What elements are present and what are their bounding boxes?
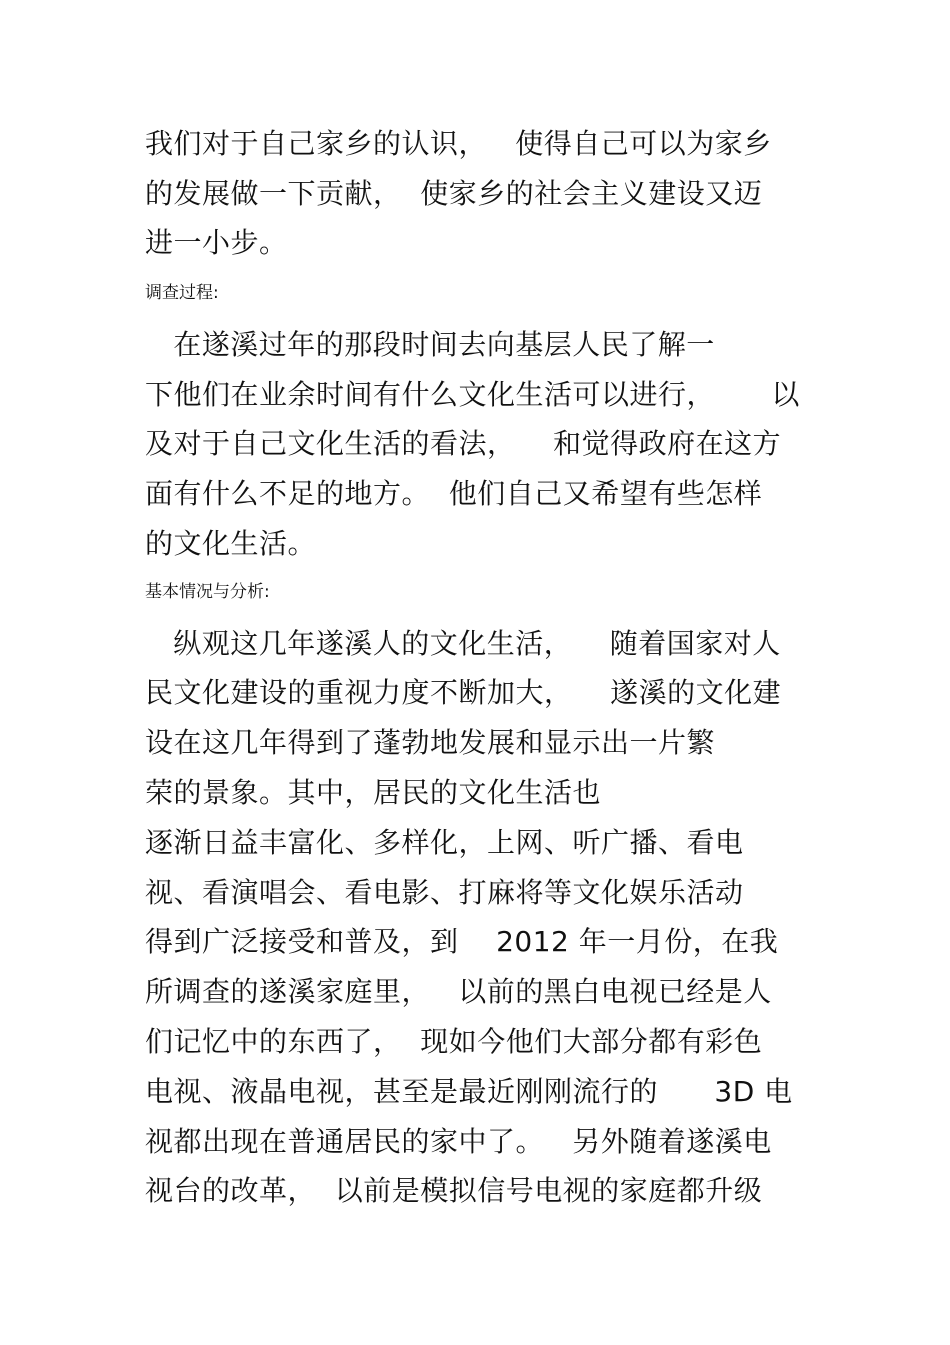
- analysis-line-3: 设在这几年得到了蓬勃地发展和显示出一片繁: [145, 726, 716, 759]
- intro-line-1: 我们对于自己家乡的认识， 使得自己可以为家乡: [145, 127, 772, 160]
- analysis-line-11: 视都出现在普通居民的家中了。 另外随着遂溪电: [145, 1125, 772, 1158]
- analysis-line-7: 得到广泛接受和普及，到 2012 年一月份，在我: [145, 925, 779, 958]
- process-line-2: 下他们在业余时间有什么文化生活可以进行， 以: [145, 378, 800, 411]
- analysis-line-2: 民文化建设的重视力度不断加大， 遂溪的文化建: [145, 676, 782, 709]
- process-line-1: 在遂溪过年的那段时间去向基层人民了解一: [145, 328, 715, 361]
- analysis-line-1: 纵观这几年遂溪人的文化生活， 随着国家对人: [145, 627, 781, 660]
- process-line-5: 的文化生活。: [145, 527, 317, 560]
- intro-line-3: 进一小步。: [145, 226, 288, 259]
- analysis-line-4: 荣的景象。其中，居民的文化生活也: [145, 776, 602, 809]
- analysis-line-5: 逐渐日益丰富化、多样化，上网、听广播、看电: [145, 826, 744, 859]
- analysis-line-12: 视台的改革， 以前是模拟信号电视的家庭都升级: [145, 1174, 763, 1207]
- intro-line-2: 的发展做一下贡献， 使家乡的社会主义建设又迈: [145, 177, 763, 210]
- analysis-line-8: 所调查的遂溪家庭里， 以前的黑白电视已经是人: [145, 975, 772, 1008]
- section-heading-process: 调查过程:: [145, 283, 219, 303]
- analysis-line-6: 视、看演唱会、看电影、打麻将等文化娱乐活动: [145, 876, 744, 909]
- section-heading-analysis: 基本情况与分析:: [145, 582, 270, 602]
- process-line-3: 及对于自己文化生活的看法， 和觉得政府在这方: [145, 427, 782, 460]
- process-line-4: 面有什么不足的地方。 他们自己又希望有些怎样: [145, 477, 763, 510]
- analysis-line-9: 们记忆中的东西了， 现如今他们大部分都有彩色: [145, 1025, 763, 1058]
- analysis-line-10: 电视、液晶电视，甚至是最近刚刚流行的 3D 电: [145, 1075, 793, 1108]
